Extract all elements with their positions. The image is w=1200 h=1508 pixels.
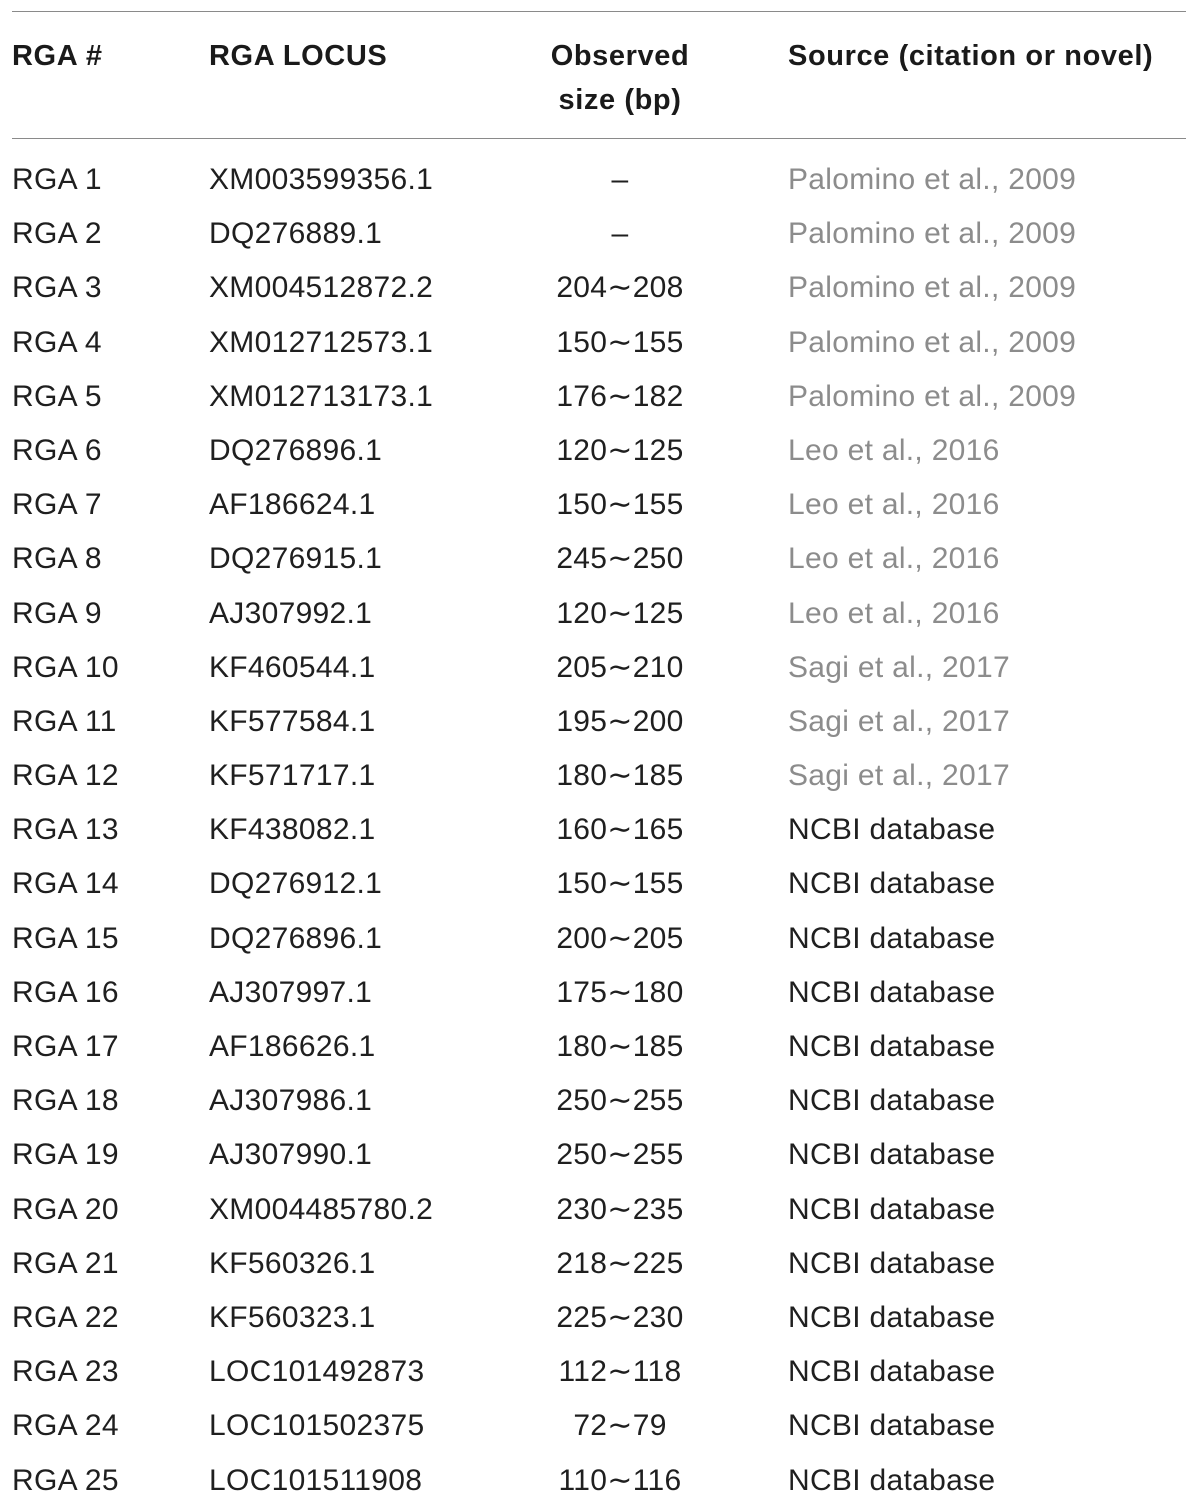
cell-rga-locus: AF186626.1 xyxy=(209,1030,376,1063)
cell-observed-size: 230∼235 xyxy=(556,1192,684,1226)
cell-rga-locus: XM012713173.1 xyxy=(209,379,434,413)
cell-source: NCBI database xyxy=(788,1355,996,1389)
cell-rga-number: RGA 1 xyxy=(12,163,102,196)
cell-rga-number: RGA 24 xyxy=(12,1409,119,1443)
cell-observed-size: 180∼185 xyxy=(556,759,684,793)
cell-observed-size: – xyxy=(611,163,629,196)
table-top-rule xyxy=(12,11,1186,12)
table-row xyxy=(0,1345,1200,1399)
cell-observed-size: 175∼180 xyxy=(556,975,684,1009)
cell-source: NCBI database xyxy=(788,1463,996,1497)
cell-observed-size: 160∼165 xyxy=(556,813,684,847)
cell-observed-size: 120∼125 xyxy=(556,596,684,630)
table-row xyxy=(0,261,1200,315)
header-observed-size xyxy=(520,34,720,122)
cell-rga-locus: DQ276889.1 xyxy=(209,217,383,251)
cell-rga-number: RGA 2 xyxy=(12,217,102,251)
cell-observed-size: – xyxy=(611,217,629,251)
table-row xyxy=(0,857,1200,911)
cell-rga-locus: AF186624.1 xyxy=(209,488,376,522)
cell-rga-number: RGA 7 xyxy=(12,488,102,522)
cell-source: Palomino et al., 2009 xyxy=(788,379,1077,413)
cell-observed-size: 218∼225 xyxy=(556,1246,684,1280)
cell-rga-number: RGA 19 xyxy=(12,1138,119,1172)
cell-observed-size: 204∼208 xyxy=(556,271,684,305)
cell-source: NCBI database xyxy=(788,921,996,955)
cell-source: NCBI database xyxy=(788,1409,996,1443)
cell-source: NCBI database xyxy=(788,813,996,847)
cell-source: Leo et al., 2016 xyxy=(788,433,1000,467)
cell-source: NCBI database xyxy=(788,1300,996,1334)
header-source: Source (citation or novel) xyxy=(788,40,1154,72)
cell-rga-number: RGA 10 xyxy=(12,650,119,684)
table-row xyxy=(0,912,1200,966)
table-row xyxy=(0,370,1200,424)
table-row xyxy=(0,316,1200,370)
cell-rga-locus: XM004485780.2 xyxy=(209,1192,434,1226)
table-row xyxy=(0,695,1200,749)
cell-rga-number: RGA 12 xyxy=(12,759,119,793)
table-row xyxy=(0,803,1200,857)
table-row xyxy=(0,424,1200,478)
cell-source: Leo et al., 2016 xyxy=(788,488,1000,522)
cell-observed-size: 72∼79 xyxy=(573,1409,667,1443)
cell-source: NCBI database xyxy=(788,975,996,1009)
cell-source: NCBI database xyxy=(788,1246,996,1280)
cell-source: Sagi et al., 2017 xyxy=(788,704,1010,738)
cell-source: Palomino et al., 2009 xyxy=(788,217,1077,251)
table-header xyxy=(0,30,1200,130)
cell-rga-number: RGA 4 xyxy=(12,325,102,359)
cell-source: Palomino et al., 2009 xyxy=(788,271,1077,305)
cell-rga-locus: AJ307992.1 xyxy=(209,596,373,630)
table-row xyxy=(0,1128,1200,1182)
table-row xyxy=(0,1183,1200,1237)
cell-rga-number: RGA 20 xyxy=(12,1192,119,1226)
cell-rga-number: RGA 16 xyxy=(12,975,119,1009)
cell-rga-locus: DQ276896.1 xyxy=(209,433,383,467)
cell-rga-number: RGA 8 xyxy=(12,542,102,576)
cell-observed-size: 200∼205 xyxy=(556,921,684,955)
cell-rga-number: RGA 9 xyxy=(12,596,102,630)
cell-rga-locus: AJ307997.1 xyxy=(209,975,373,1009)
cell-observed-size: 195∼200 xyxy=(556,704,684,738)
cell-rga-locus: LOC101492873 xyxy=(209,1355,425,1389)
cell-observed-size: 150∼155 xyxy=(556,867,684,901)
cell-source: NCBI database xyxy=(788,1192,996,1226)
cell-source: NCBI database xyxy=(788,1084,996,1118)
table-row xyxy=(0,1291,1200,1345)
table-row xyxy=(0,749,1200,803)
cell-rga-locus: AJ307990.1 xyxy=(209,1138,373,1172)
cell-rga-number: RGA 23 xyxy=(12,1355,119,1389)
cell-source: Leo et al., 2016 xyxy=(788,596,1000,630)
header-rga-number: RGA # xyxy=(12,40,103,72)
cell-rga-locus: KF438082.1 xyxy=(209,813,376,847)
cell-source: Palomino et al., 2009 xyxy=(788,163,1077,196)
cell-rga-locus: DQ276915.1 xyxy=(209,542,383,576)
cell-rga-number: RGA 15 xyxy=(12,921,119,955)
cell-rga-locus: KF577584.1 xyxy=(209,704,376,738)
cell-rga-locus: AJ307986.1 xyxy=(209,1084,373,1118)
cell-observed-size: 245∼250 xyxy=(556,542,684,576)
cell-rga-locus: XM012712573.1 xyxy=(209,325,434,359)
cell-rga-number: RGA 5 xyxy=(12,379,102,413)
header-observed-size-line1: Observed xyxy=(550,40,690,72)
table-row xyxy=(0,532,1200,586)
cell-rga-number: RGA 13 xyxy=(12,813,119,847)
header-rga-locus: RGA LOCUS xyxy=(209,40,388,72)
cell-rga-number: RGA 6 xyxy=(12,433,102,467)
cell-rga-locus: KF571717.1 xyxy=(209,759,376,793)
table-row xyxy=(0,641,1200,695)
cell-rga-locus: LOC101511908 xyxy=(209,1463,423,1497)
table-row xyxy=(0,1237,1200,1291)
table-row xyxy=(0,153,1200,207)
cell-observed-size: 150∼155 xyxy=(556,325,684,359)
cell-observed-size: 250∼255 xyxy=(556,1138,684,1172)
cell-observed-size: 205∼210 xyxy=(556,650,684,684)
table-body xyxy=(0,153,1200,1508)
cell-rga-number: RGA 3 xyxy=(12,271,102,305)
cell-observed-size: 180∼185 xyxy=(556,1030,684,1063)
cell-source: NCBI database xyxy=(788,867,996,901)
table-row xyxy=(0,1074,1200,1128)
header-observed-size-line2: size (bp) xyxy=(558,84,682,116)
cell-rga-locus: DQ276912.1 xyxy=(209,867,383,901)
cell-source: Leo et al., 2016 xyxy=(788,542,1000,576)
cell-source: NCBI database xyxy=(788,1138,996,1172)
cell-source: Sagi et al., 2017 xyxy=(788,650,1010,684)
cell-rga-number: RGA 22 xyxy=(12,1300,119,1334)
cell-rga-locus: KF460544.1 xyxy=(209,650,376,684)
cell-rga-locus: XM004512872.2 xyxy=(209,271,434,305)
cell-rga-locus: KF560323.1 xyxy=(209,1300,376,1334)
table-row xyxy=(0,966,1200,1020)
cell-observed-size: 176∼182 xyxy=(556,379,684,413)
cell-source: Sagi et al., 2017 xyxy=(788,759,1010,793)
table-header-rule xyxy=(12,138,1186,139)
cell-rga-locus: KF560326.1 xyxy=(209,1246,376,1280)
cell-rga-number: RGA 25 xyxy=(12,1463,119,1497)
cell-observed-size: 110∼116 xyxy=(558,1463,682,1497)
cell-rga-locus: XM003599356.1 xyxy=(209,163,434,196)
cell-rga-locus: LOC101502375 xyxy=(209,1409,425,1443)
cell-observed-size: 225∼230 xyxy=(556,1300,684,1334)
table-row xyxy=(0,478,1200,532)
cell-rga-locus: DQ276896.1 xyxy=(209,921,383,955)
cell-source: NCBI database xyxy=(788,1030,996,1063)
cell-rga-number: RGA 17 xyxy=(12,1030,119,1063)
cell-observed-size: 150∼155 xyxy=(556,488,684,522)
cell-observed-size: 112∼118 xyxy=(558,1355,682,1389)
cell-rga-number: RGA 18 xyxy=(12,1084,119,1118)
cell-rga-number: RGA 21 xyxy=(12,1246,119,1280)
cell-observed-size: 120∼125 xyxy=(556,433,684,467)
table-row xyxy=(0,587,1200,641)
table-row xyxy=(0,1020,1200,1074)
cell-source: Palomino et al., 2009 xyxy=(788,325,1077,359)
cell-rga-number: RGA 14 xyxy=(12,867,119,901)
cell-observed-size: 250∼255 xyxy=(556,1084,684,1118)
table-row xyxy=(0,1454,1200,1508)
table-row xyxy=(0,207,1200,261)
cell-rga-number: RGA 11 xyxy=(12,704,117,738)
table-row xyxy=(0,1399,1200,1453)
